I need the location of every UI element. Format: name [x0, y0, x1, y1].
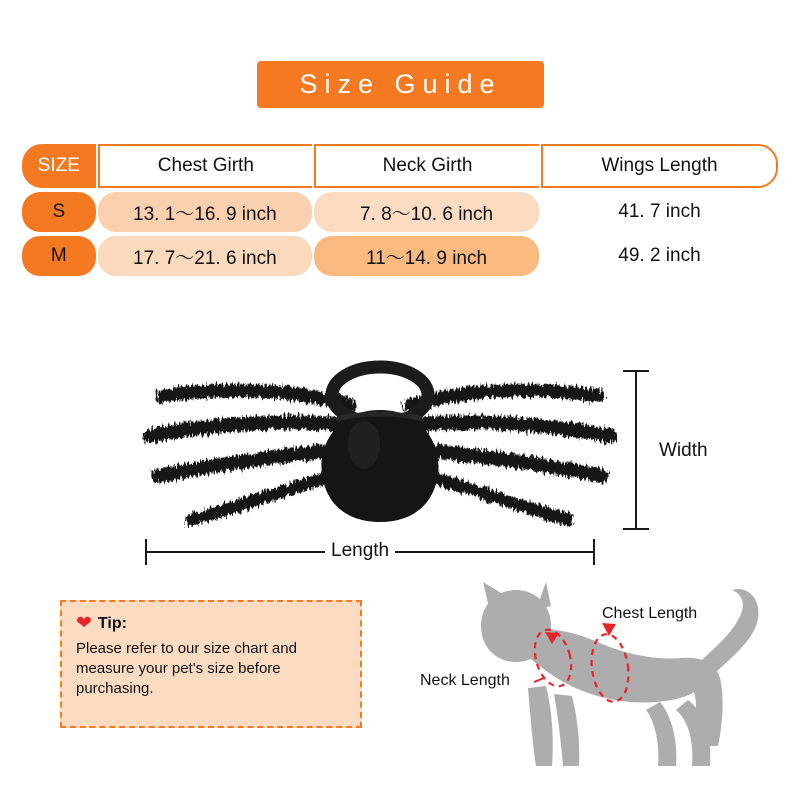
table-header-row	[22, 144, 778, 188]
length-cap-left	[145, 539, 147, 565]
table-header-chest-girth: Chest Girth	[98, 144, 313, 188]
chest-length-label: Chest Length	[602, 605, 698, 622]
tip-header	[76, 614, 346, 633]
tip-box	[60, 600, 362, 728]
width-line	[635, 370, 637, 530]
table-header-size: SIZE	[22, 144, 96, 188]
length-label: Length	[325, 540, 395, 562]
width-cap-top	[623, 370, 649, 372]
size-guide-title-banner	[257, 61, 544, 108]
cell-neck-girth-s: 7. 8～10. 6 inch	[314, 192, 539, 232]
cell-wings-length-m: 49. 2 inch	[541, 236, 778, 276]
tip-label: Tip:	[97, 614, 127, 632]
page-title: Size Guide	[299, 69, 502, 99]
cell-chest-girth-s: 13. 1～16. 9 inch	[98, 192, 313, 232]
table-header-wings-length: Wings Length	[541, 144, 778, 188]
cat-measurement-diagram	[420, 560, 790, 800]
width-cap-bottom	[623, 528, 649, 530]
width-dimension-indicator	[620, 370, 730, 540]
neck-length-label: Neck Length	[420, 672, 510, 689]
width-label: Width	[656, 438, 711, 464]
cell-neck-girth-m: 11～14. 9 inch	[314, 236, 539, 276]
neck-leader-line	[534, 678, 544, 682]
cell-size-m: M	[22, 236, 96, 276]
cell-chest-girth-m: 17. 7～21. 6 inch	[98, 236, 313, 276]
table-header-neck-girth: Neck Girth	[314, 144, 539, 188]
tip-body-text: Please refer to our size chart and measure your pet's size before purchasing.	[76, 640, 297, 697]
cell-wings-length-s: 41. 7 inch	[541, 192, 778, 232]
size-chart-table	[20, 140, 780, 280]
table-row	[22, 236, 778, 276]
table-row	[22, 192, 778, 232]
heart-icon: ❤	[76, 613, 92, 634]
cell-size-s: S	[22, 192, 96, 232]
